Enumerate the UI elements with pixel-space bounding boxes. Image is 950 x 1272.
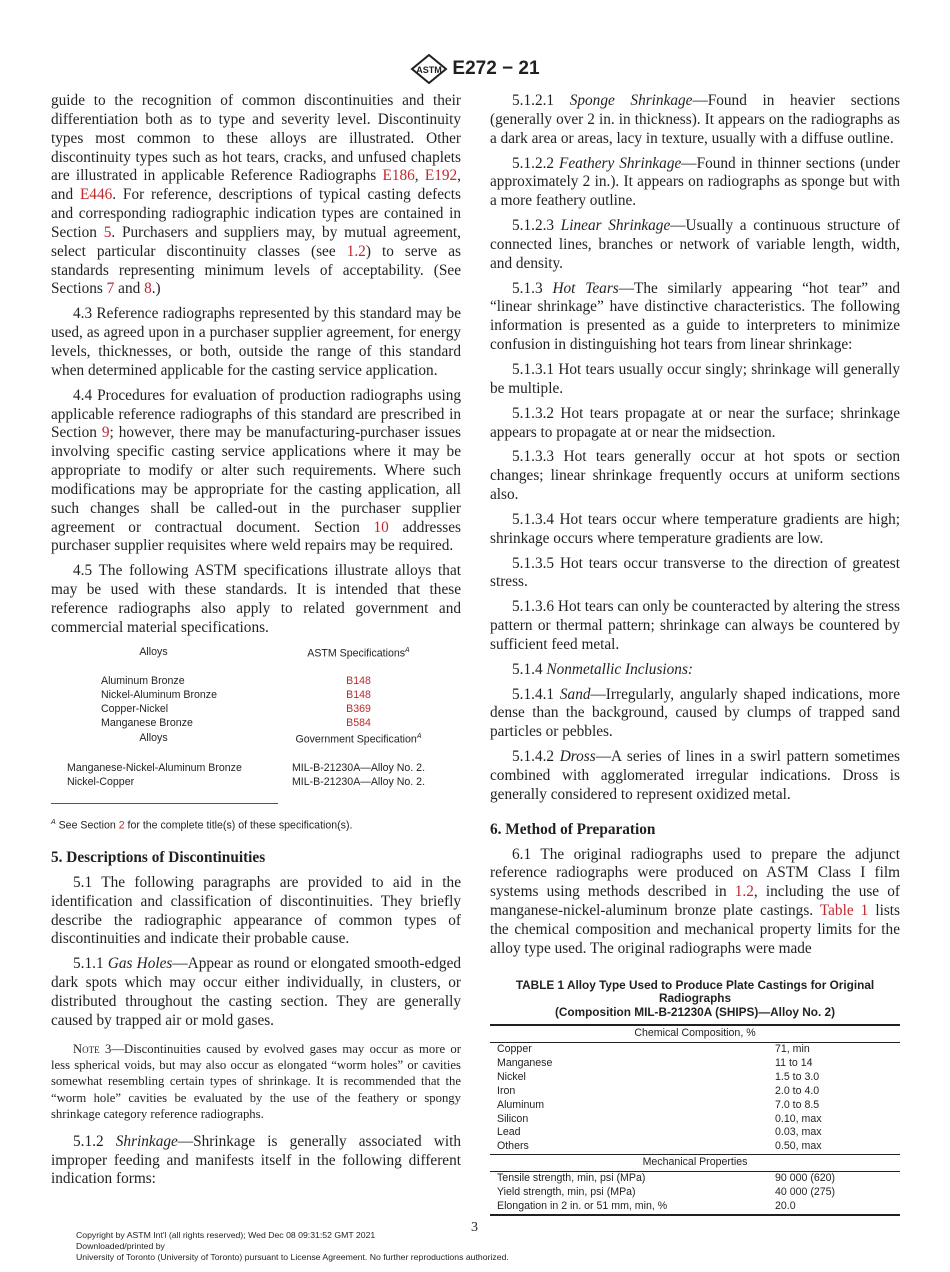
paragraph <box>490 361 900 399</box>
paragraph <box>490 748 900 805</box>
astm-logo-icon <box>410 54 448 84</box>
value-cell: 20.0 <box>775 1199 796 1212</box>
cross-reference-link[interactable]: 1.2 <box>346 242 366 260</box>
paragraph-4-4 <box>51 387 461 557</box>
spec-link[interactable]: B369 <box>346 703 371 716</box>
text-run: for the complete title(s) of these specification(s). <box>124 819 353 832</box>
spec-link[interactable]: B148 <box>346 675 371 688</box>
table-row <box>490 1172 900 1186</box>
text-run: 5.1.3.2 Hot tears propagate at or near the surface; shrinkage appears to propagate at or near the midsection. <box>490 404 900 441</box>
alloy-spec-table <box>51 644 461 789</box>
table-row <box>490 1057 900 1071</box>
cross-reference-link[interactable]: 2 <box>118 819 125 832</box>
paragraph-4-3 <box>51 305 461 380</box>
text-run: 5.1.4.1 <box>512 685 560 703</box>
text-run: and <box>114 280 145 298</box>
section-6-heading: 6. Method of Preparation <box>490 820 656 838</box>
designation: E272 − 21 <box>452 58 540 79</box>
table-row <box>490 1071 900 1085</box>
paragraph-4-5 <box>51 562 461 637</box>
paragraph <box>490 405 900 443</box>
label-cell: Yield strength, min, psi (MPa) <box>497 1186 636 1199</box>
table-row <box>490 1113 900 1127</box>
table-row <box>51 761 461 775</box>
italic-term: Linear Shrinkage <box>560 217 671 235</box>
value-cell: MIL-B-21230A—Alloy No. 2. <box>291 761 426 774</box>
text-run: 5.1.2.1 <box>512 92 570 109</box>
right-column <box>490 92 900 1216</box>
paragraph <box>490 555 900 593</box>
paragraph-6-1 <box>490 846 900 959</box>
table-row <box>51 716 461 730</box>
label-cell: Nickel-Aluminum Bronze <box>101 689 217 702</box>
cross-reference-link[interactable]: 1.2 <box>734 883 754 901</box>
label-cell: Nickel-Copper <box>67 775 135 788</box>
cross-reference-link[interactable]: E192 <box>424 167 458 185</box>
cross-reference-link[interactable]: 7 <box>106 280 115 298</box>
cross-reference-link[interactable]: Table 1 <box>819 902 869 920</box>
footnote-marker: A <box>405 646 410 654</box>
footer-license: University of Toronto (University of Toronto) pursuant to License Agreement. No further reproductions authorized. <box>76 1252 509 1262</box>
col-header-alloys: Alloys <box>139 645 168 658</box>
text-run: —Found in thinner sections (under approximately 2 in.). It appears on radiographs as sponge but with a more feathery outline. <box>490 154 900 210</box>
text-run: 5.1.3.3 Hot tears generally occur at hot spots or section changes; linear shrinkage frequently occurs at uniform sections also. <box>490 448 900 504</box>
text-run: .) <box>151 280 161 298</box>
label-cell: Aluminum Bronze <box>101 675 185 688</box>
text-run: 5.1.3.1 Hot tears usually occur singly; shrinkage will generally be multiple. <box>490 360 900 397</box>
text-run: 5.1.3.6 Hot tears can only be counteracted by altering the stress pattern or thermal pattern; shrinkage can always be countered by sufficient feed metal. <box>490 598 900 653</box>
note-label: Note <box>73 1041 100 1056</box>
section-chemical: Chemical Composition, % <box>490 1025 900 1042</box>
label-cell: Elongation in 2 in. or 51 mm, min, % <box>497 1199 668 1212</box>
label-cell: Aluminum <box>497 1098 545 1111</box>
spec-link[interactable]: B584 <box>346 717 371 730</box>
cross-reference-link[interactable]: 8 <box>144 280 152 298</box>
footnote-marker: A <box>51 818 56 826</box>
paragraph <box>490 92 900 149</box>
value-cell: MIL-B-21230A—Alloy No. 2. <box>291 775 426 788</box>
italic-term: Sand <box>559 685 591 703</box>
text-run: 5.1.2.3 <box>512 217 561 235</box>
text-run: 5.1.3.5 Hot tears occur transverse to the direction of greatest stress. <box>490 554 900 591</box>
table-row <box>490 1200 900 1215</box>
text-run: 5.1.3.4 Hot tears occur where temperature gradients are high; shrinkage occurs where temperature gradients are low. <box>490 510 900 547</box>
table-1 <box>490 1024 900 1216</box>
text-run: 4.4 Procedures for evaluation of production radiographs using applicable reference radiographs of this standard are prescribed in Section <box>51 386 461 442</box>
text-run: guide to the recognition of common discontinuities and their differentiation both as to type and severity level. Discontinuity types most common to these alloys are illustrated. Other discontinuity types such as hot tears, cracks, and unfused chaplets are illustrated in applicable Reference Radiographs <box>51 92 461 185</box>
table-row <box>490 1043 900 1057</box>
paragraph-5-1-1 <box>51 955 461 1030</box>
text-run: 3—Discontinuities caused by evolved gases may occur as more or less spherical voids, but may also occur as elongated “worm holes” or cavities somewhat resembling certain types of shrinkage. It is recommended that the “worm hole” cavities be evaluated by the use of the feathery or spongy shrinkage category reference radiographs. <box>51 1041 461 1122</box>
col-header-astm: ASTM Specifications <box>307 647 406 660</box>
label-cell: Others <box>497 1140 529 1153</box>
table-1-subtitle: (Composition MIL-B-21230A (SHIPS)—Alloy No. 2) <box>554 1004 836 1019</box>
value-cell: 1.5 to 3.0 <box>775 1070 820 1083</box>
table-1-title-line: TABLE 1 Alloy Type Used to Produce Plate Castings for Original Radiographs <box>515 977 875 1006</box>
text-run: 5.1.2.2 <box>512 154 560 172</box>
table-header-row <box>51 730 461 747</box>
paragraph <box>490 598 900 655</box>
value-cell: 0.03, max <box>775 1126 822 1139</box>
footer-downloaded: Downloaded/printed by <box>76 1241 165 1251</box>
label-cell: Copper <box>497 1043 532 1055</box>
text-run: ; however, there may be manufacturing-purchaser issues involving specific casting service applications where it may be appropriate to modify or alter such requirements. Where such modifications may be appropriate for the casting application, all such changes shall be called-out in the purchaser supplier agreement or contractual document. Section <box>51 424 461 536</box>
label-cell: Copper-Nickel <box>101 703 169 716</box>
value-cell: 90 000 (620) <box>775 1172 836 1185</box>
label-cell: Iron <box>497 1084 516 1097</box>
table-row <box>51 674 461 688</box>
label-cell: Manganese <box>497 1056 553 1069</box>
table-row <box>51 702 461 716</box>
text-run: 5.1.2 <box>73 1132 116 1150</box>
label-cell: Lead <box>497 1126 521 1139</box>
value-cell: 7.0 to 8.5 <box>775 1098 820 1111</box>
cross-reference-link[interactable]: 9 <box>101 424 110 442</box>
table-row <box>490 1186 900 1200</box>
text-run: —Found in heavier sections (generally over 2 in. in thickness). It appears on the radiographs as a dark area or areas, lacy in texture, usually with a diffuse outline. <box>490 92 901 147</box>
text-run: 4.3 Reference radiographs represented by this standard may be used, as agreed upon in a purchaser supplier agreement, for energy levels, thicknesses, or both, outside the range of this standard when determined applicable for the casting service application. <box>51 305 461 379</box>
cross-reference-link[interactable]: E186 <box>382 167 415 185</box>
table-1-title <box>490 979 900 1020</box>
paragraph-5-1-2 <box>51 1133 461 1190</box>
text-run: , including the use of manganese-nickel-aluminum bronze plate castings. <box>490 883 900 920</box>
text-run: —Shrinkage is generally associated with improper feeding and manifests itself in the following different indication forms: <box>51 1132 461 1188</box>
page-header <box>0 54 950 84</box>
italic-term: Sponge Shrinkage <box>569 92 693 109</box>
label-cell: Tensile strength, min, psi (MPa) <box>497 1172 646 1185</box>
italic-term: Nonmetallic Inclusions: <box>546 660 693 678</box>
table-row <box>51 775 461 789</box>
text-run: See Section <box>55 819 119 832</box>
text-run: 5.1.4 <box>512 660 547 678</box>
table-row <box>51 688 461 702</box>
italic-term: Hot Tears <box>552 279 619 297</box>
table-footnote <box>51 814 461 835</box>
paragraph-5-1 <box>51 874 461 949</box>
paragraph-4-2-cont <box>51 92 461 299</box>
section-mechanical: Mechanical Properties <box>490 1155 900 1172</box>
value-cell: 11 to 14 <box>775 1056 813 1069</box>
table-row <box>490 1099 900 1113</box>
page-number: 3 <box>471 1220 478 1235</box>
text-run: 5.1.1 <box>73 955 108 973</box>
text-run: 5.1.4.2 <box>512 748 560 766</box>
value-cell: 2.0 to 4.0 <box>775 1084 820 1097</box>
text-run: . Purchasers and suppliers may, by mutual agreement, select particular discontinuity classes (see <box>51 223 461 260</box>
paragraph <box>490 155 900 212</box>
text-run: —Appear as round or elongated smooth-edged dark spots which may occur either individually, in clusters, or distributed throughout the casting section. They are generally caused by trapped air or mold gases. <box>51 955 462 1029</box>
label-cell: Silicon <box>497 1112 529 1125</box>
italic-term: Shrinkage <box>115 1132 178 1150</box>
cross-reference-link[interactable]: 5 <box>103 223 112 241</box>
text-run: 5.1 The following paragraphs are provided to aid in the identification and classification of discontinuities. They briefly describe the radiographic appearance of common types of discontinuities and indicate their probable cause. <box>51 873 461 948</box>
cross-reference-link[interactable]: E446 <box>79 186 113 204</box>
value-cell: 40 000 (275) <box>775 1186 836 1199</box>
table-header-row <box>51 644 461 661</box>
footnote-rule <box>51 803 278 804</box>
note-3 <box>51 1041 461 1123</box>
footer-copyright: Copyright by ASTM Int'l (all rights reserved); Wed Dec 08 09:31:52 GMT 2021 <box>76 1230 376 1240</box>
section-5-heading: 5. Descriptions of Discontinuities <box>51 849 266 867</box>
value-cell: 0.50, max <box>775 1140 822 1153</box>
text-run: —Usually a continuous structure of connected lines, branches or network of variable length, width, and density. <box>490 217 900 272</box>
spec-link[interactable]: B148 <box>346 689 371 702</box>
footnote-marker: A <box>416 733 422 741</box>
italic-term: Feathery Shrinkage <box>559 154 682 172</box>
italic-term: Gas Holes <box>107 955 173 973</box>
text-run: 6.1 The original radiographs used to prepare the adjunct reference radiographs were produced on ASTM Class I film systems using methods described in <box>490 845 900 901</box>
label-cell: Manganese-Nickel-Aluminum Bronze <box>67 761 242 774</box>
col-header-alloys-2: Alloys <box>139 732 168 745</box>
col-header-government: Government Specification <box>295 733 417 746</box>
paragraph <box>490 280 900 355</box>
paragraph <box>490 661 900 680</box>
table-row <box>490 1140 900 1154</box>
left-column <box>51 92 461 1195</box>
svg-text:ASTM: ASTM <box>416 65 443 75</box>
text-run: ) to serve as standards representing minimum levels of acceptability. (See Sections <box>51 242 461 298</box>
text-run: 5.1.3 <box>512 279 553 297</box>
value-cell: 0.10, max <box>775 1112 822 1125</box>
label-cell: Nickel <box>497 1070 526 1083</box>
table-row <box>490 1126 900 1140</box>
text-run: —A series of lines in a swirl pattern sometimes combined with agglomerated irregular indications. Dross is generally considered to represent oxidized metal. <box>490 748 900 803</box>
text-run: . For reference, descriptions of typical casting defects and corresponding radiographic indication types are contained in Section <box>51 186 461 241</box>
table-row <box>490 1085 900 1099</box>
paragraph <box>490 511 900 549</box>
text-run: —Irregularly, angularly shaped indications, more dense than the background, caused by clumps of trapped sand particles or pebbles. <box>490 685 900 741</box>
text-run: , and <box>51 167 461 204</box>
paragraph <box>490 217 900 274</box>
text-run: , <box>414 167 425 185</box>
text-run: 4.5 The following ASTM specifications illustrate alloys that may be used with these standards. It is intended that these reference radiographs also apply to related government and commercial material specifications. <box>51 562 461 636</box>
cross-reference-link[interactable]: 10 <box>373 518 389 536</box>
paragraph <box>490 686 900 743</box>
text-run: —The similarly appearing “hot tear” and “linear shrinkage” have distinctive characteristics. The following information is presented as a guide to interpreters to minimize confusion in distinguishing hot tears from linear shrinkage: <box>490 279 900 354</box>
italic-term: Dross <box>559 748 596 766</box>
paragraph <box>490 448 900 505</box>
label-cell: Manganese Bronze <box>101 717 193 730</box>
footer <box>76 1230 509 1263</box>
value-cell: 71, min <box>775 1043 810 1055</box>
text-run: addresses purchaser supplier requisites where weld repairs may be required. <box>51 518 461 555</box>
text-run: lists the chemical composition and mechanical property limits for the alloy type used. The original radiographs were made <box>490 902 900 957</box>
